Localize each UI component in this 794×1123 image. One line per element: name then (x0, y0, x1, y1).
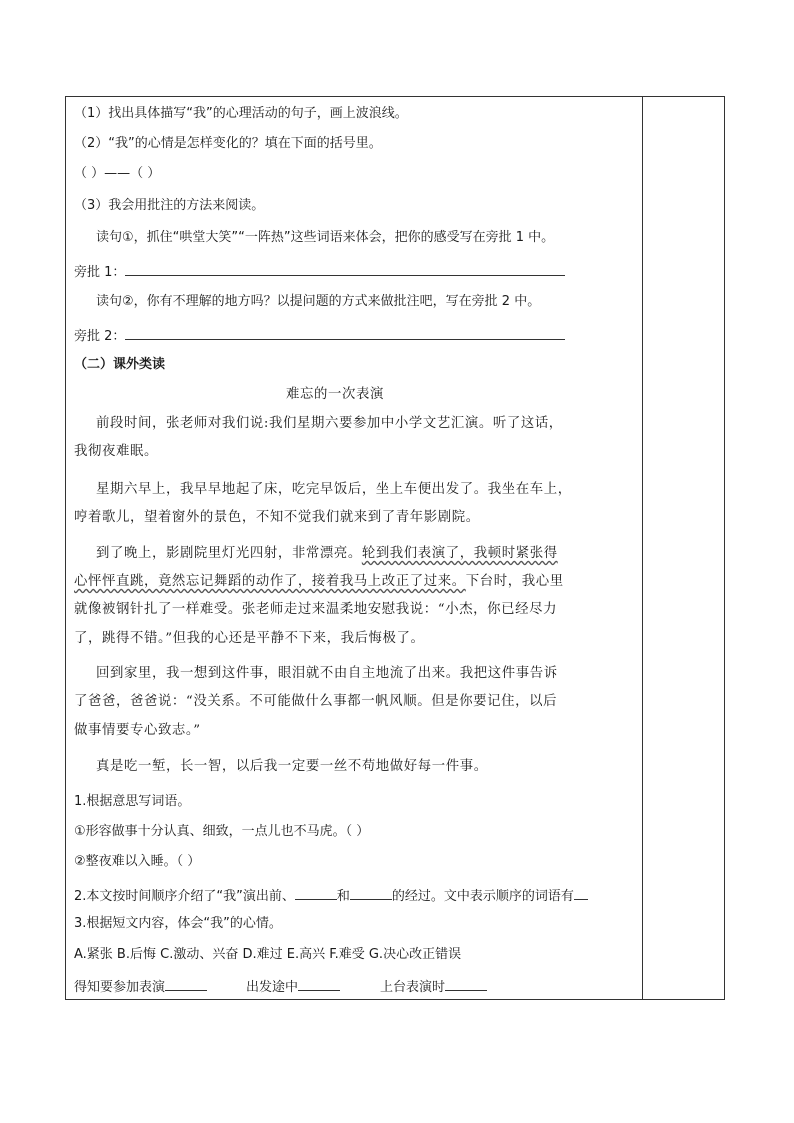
read-instruction-1: 读句①，抓住“哄堂大笑”“一阵热”这些词语来体会，把你的感受写在旁批 1 中。 (96, 230, 555, 245)
story-p2-line1: 星期六早上，我早早地起了床，吃完早饭后，坐上车便出发了。我坐在车上， (96, 482, 572, 497)
exercise-3-fill-1 (74, 976, 207, 997)
question-3: （3）我会用批注的方法来阅读。 (74, 198, 265, 213)
fill-1-label: 得知要参加表演 (74, 980, 166, 995)
story-p4-line1: 回到家里，我一想到这件事，眼泪就不由自主地流了出来。我把这件事告诉 (96, 666, 558, 681)
story-p4-line2: 了爸爸，爸爸说：“没关系。不可能做什么事都一帆风顺。但是你要记住，以后 (74, 694, 558, 709)
side-note-1-label: 旁批 1： (74, 265, 126, 280)
story-p3-line2 (74, 573, 564, 591)
fill-3-blank[interactable] (445, 976, 487, 991)
fill-2-label: 出发途中 (246, 980, 299, 995)
exercise-1-a: ①形容做事十分认真、细致，一点儿也不马虎。（ ） (74, 824, 370, 839)
story-p3-line1-wavy: 轮到我们表演了，我顿时紧张得 (361, 546, 558, 561)
exercise-2-text-a: 2.本文按时间顺序介绍了“我”演出前、 (74, 889, 295, 904)
story-p1-line1: 前段时间，张老师对我们说:我们星期六要参加中小学文艺汇演。听了这话， (96, 416, 563, 431)
table-column-divider (642, 97, 643, 999)
story-p3-line2-plain: 下台时，我心里 (465, 574, 564, 589)
story-p3-line3: 就像被钢针扎了一样难受。张老师走过来温柔地安慰我说：“小杰，你已经尽力 (74, 602, 558, 617)
exercise-2-text-c: 的经过。文中表示顺序的词语有 (391, 889, 574, 904)
question-1: （1）找出具体描写“我”的心理活动的句子，画上波浪线。 (74, 106, 408, 121)
exercise-2-blank-2[interactable] (350, 885, 392, 900)
worksheet-table (65, 96, 725, 1000)
exercise-2-blank-1[interactable] (295, 885, 337, 900)
story-title: 难忘的一次表演 (286, 387, 384, 402)
story-p1-line2: 我彻夜难眠。 (74, 444, 158, 459)
exercise-1: 1.根据意思写词语。 (74, 794, 191, 809)
exercise-2 (74, 885, 588, 906)
fill-2-blank[interactable] (298, 976, 340, 991)
exercise-3-fill-2 (246, 976, 340, 997)
side-note-1-line[interactable] (125, 261, 565, 276)
side-note-2-line[interactable] (125, 325, 565, 340)
story-p3-line1-plain: 到了晚上，影剧院里灯光四射，非常漂亮。 (96, 546, 362, 561)
side-note-2 (74, 325, 565, 346)
exercise-2-text-b: 和 (336, 889, 350, 904)
exercise-2-blank-3[interactable] (574, 885, 588, 900)
read-instruction-2: 读句②，你有不理解的地方吗？以提问题的方式来做批注吧，写在旁批 2 中。 (96, 294, 541, 309)
side-note-2-label: 旁批 2： (74, 329, 126, 344)
fill-3-label: 上台表演时 (380, 980, 446, 995)
question-2-blank: （ ）——（ ） (74, 166, 161, 181)
exercise-3-fill-3 (380, 976, 487, 997)
section-heading: （二）课外类读 (74, 357, 166, 372)
story-p4-line3: 做事情要专心致志。” (74, 723, 201, 738)
exercise-3-options: A.紧张 B.后悔 C.激动、兴奋 D.难过 E.高兴 F.难受 G.决心改正错误 (74, 947, 462, 962)
exercise-3: 3.根据短文内容，体会“我”的心情。 (74, 916, 282, 931)
story-p2-line2: 哼着歌儿，望着窗外的景色，不知不觉我们就来到了青年影剧院。 (74, 510, 480, 525)
fill-1-blank[interactable] (165, 976, 207, 991)
story-p5: 真是吃一堑，长一智，以后我一定要一丝不苟地做好每一件事。 (96, 759, 488, 774)
question-2: （2）“我”的心情是怎样变化的？填在下面的括号里。 (74, 136, 382, 151)
story-p3-line4: 了，跳得不错。”但我的心还是平静不下来，我后悔极了。 (74, 631, 425, 646)
side-note-1 (74, 261, 565, 282)
exercise-1-b: ②整夜难以入睡。（ ） (74, 854, 201, 869)
story-p3-line1 (96, 545, 558, 563)
story-p3-line2-wavy: 心怦怦直跳，竟然忘记舞蹈的动作了，接着我马上改正了过来。 (74, 574, 466, 589)
